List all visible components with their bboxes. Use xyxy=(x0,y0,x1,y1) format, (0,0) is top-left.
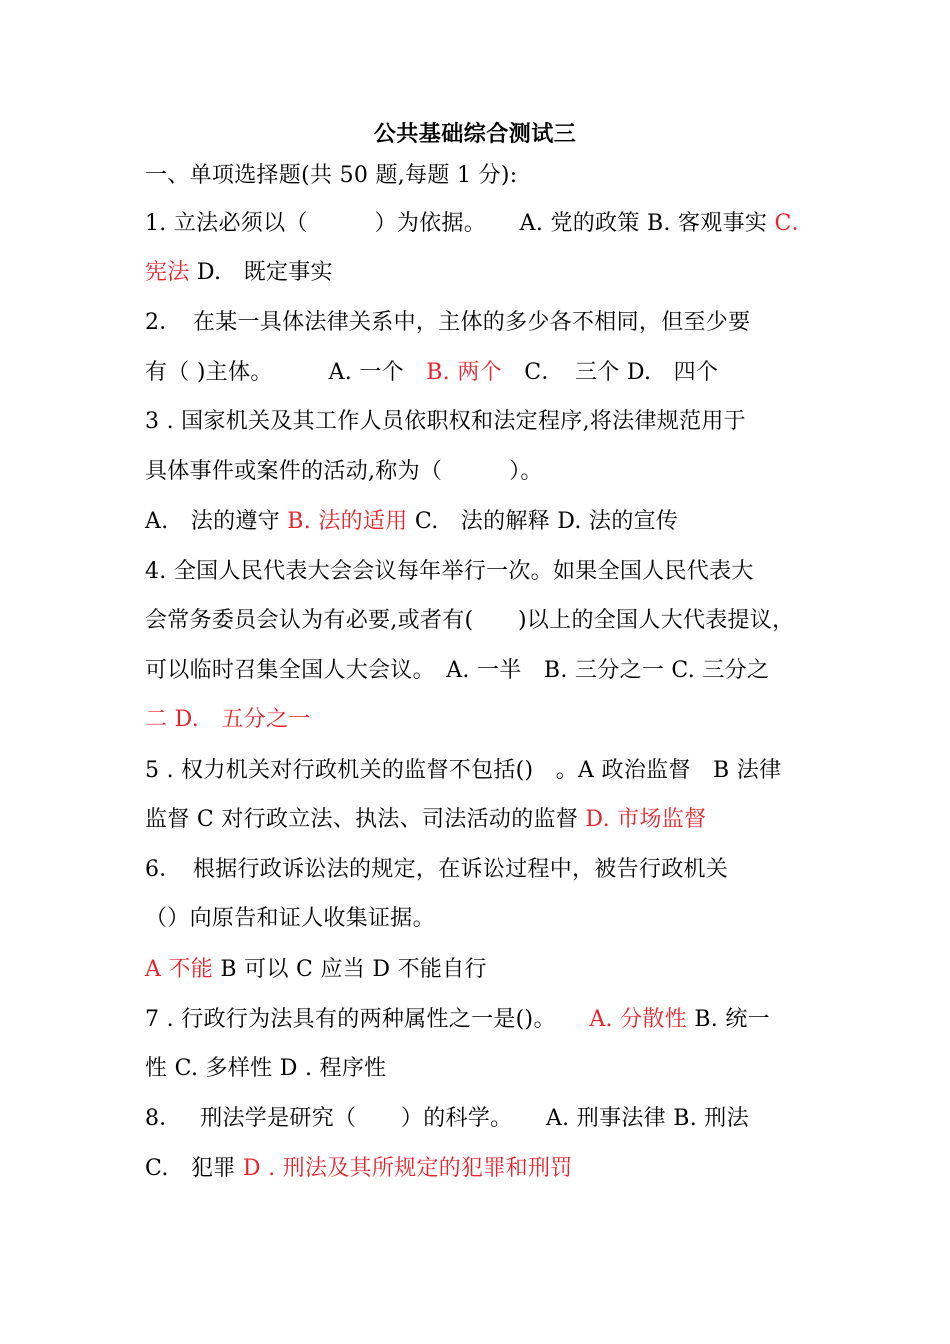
text-run: 具体事件或案件的活动,称为（ ）。 xyxy=(145,459,543,484)
text-line xyxy=(145,1005,835,1035)
answer-text: D. 市场监督 xyxy=(585,807,707,832)
text-run: D. 既定事实 xyxy=(189,260,333,285)
text-run: （）向原告和证人收集证据。 xyxy=(145,906,435,931)
text-line xyxy=(145,1154,835,1184)
answer-text: 二 D. 五分之一 xyxy=(145,707,311,732)
text-run: C. 犯罪 xyxy=(145,1156,243,1181)
text-run: 6． 根据行政诉讼法的规定，在诉讼过程中，被告行政机关 xyxy=(145,857,729,882)
text-line xyxy=(145,855,835,885)
text-run: 有（ )主体。 A. 一个 xyxy=(145,360,427,385)
text-run: 会常务委员会认为有必要,或者有( )以上的全国人大代表提议， xyxy=(145,608,795,633)
text-run: C． 三个 D. 四个 xyxy=(501,360,719,385)
answer-text: D . 刑法及其所规定的犯罪和刑罚 xyxy=(242,1156,573,1181)
text-line xyxy=(145,557,835,587)
answer-text: A. 分散性 xyxy=(589,1007,688,1032)
text-line xyxy=(145,258,835,288)
text-line xyxy=(145,407,835,437)
text-line xyxy=(145,358,835,388)
text-run: 3 . 国家机关及其工作人员依职权和法定程序,将法律规范用于 xyxy=(145,409,746,434)
answer-text: A 不能 xyxy=(145,957,214,982)
section-heading: 一、单项选择题(共 50 题,每题 1 分): xyxy=(145,163,518,188)
answer-text: B. 法的适用 xyxy=(287,509,408,534)
text-line xyxy=(145,507,835,537)
text-line xyxy=(145,1104,835,1134)
text-run: 监督 C 对行政立法、执法、司法活动的监督 xyxy=(145,807,586,832)
text-line xyxy=(145,209,835,239)
text-run: 可以临时召集全国人大会议。 A. 一半 B. 三分之一 C. 三分之 xyxy=(145,658,770,683)
text-run: 性 C. 多样性 D . 程序性 xyxy=(145,1056,387,1081)
text-run: A. 法的遵守 xyxy=(145,509,288,534)
text-run: 5 . 权力机关对行政机关的监督不包括() 。A 政治监督 B 法律 xyxy=(145,758,782,783)
text-line xyxy=(145,756,835,786)
text-line xyxy=(145,457,835,487)
text-line xyxy=(145,606,835,636)
text-run: C. 法的解释 D. 法的宣传 xyxy=(407,509,679,534)
text-line xyxy=(145,904,835,934)
text-run: B. 统一 xyxy=(687,1007,770,1032)
text-run: B 可以 C 应当 D 不能自行 xyxy=(213,957,487,982)
text-run: 4. 全国人民代表大会会议每年举行一次。如果全国人民代表大 xyxy=(145,559,754,584)
answer-text: B. 两个 xyxy=(426,360,502,385)
text-line xyxy=(145,705,835,735)
text-line xyxy=(145,1054,835,1084)
text-run: 7 . 行政行为法具有的两种属性之一是()。 xyxy=(145,1007,590,1032)
text-run: 1. 立法必须以（ ）为依据。 A. 党的政策 B. 客观事实 xyxy=(145,211,775,236)
text-line xyxy=(145,955,835,985)
answer-text: C． xyxy=(774,211,814,236)
answer-text: 宪法 xyxy=(145,260,190,285)
document-title: 公共基础综合测试三 xyxy=(373,122,577,147)
text-run: 2． 在某一具体法律关系中，主体的多少各不相同，但至少要 xyxy=(145,310,751,335)
text-line xyxy=(145,805,835,835)
text-line xyxy=(145,656,835,686)
text-line xyxy=(145,308,835,338)
text-run: 8． 刑法学是研究（ ）的科学。 A. 刑事法律 B. 刑法 xyxy=(145,1106,749,1131)
